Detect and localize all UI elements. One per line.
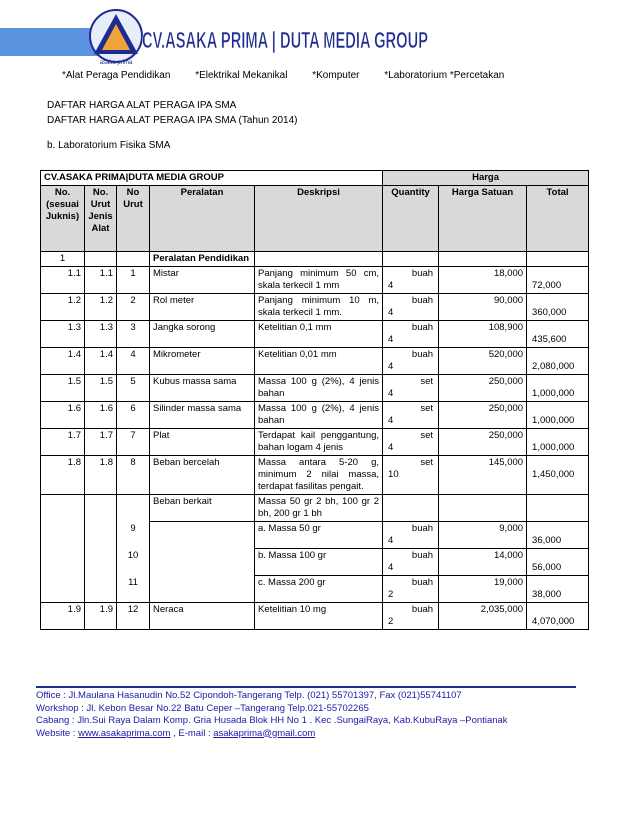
- cell-desc: Massa 50 gr 2 bh, 100 gr 2 bh, 200 gr 1 bh: [255, 495, 383, 522]
- footer: [36, 690, 508, 740]
- table-row: [41, 522, 589, 549]
- cell-no: [41, 576, 85, 603]
- cell-desc: Massa 100 g (2%), 4 jenis bahan: [255, 402, 383, 429]
- footer-cabang: Cabang : Jln.Sui Raya Dalam Komp. Gria Husada Blok HH No 1 . Kec .SungaiRaya, Kab.KubuRaya –Pontianak: [36, 715, 508, 726]
- cell-alat: Silinder massa sama: [150, 402, 255, 429]
- total-value: 1,450,000: [532, 469, 575, 480]
- company-logo: [86, 6, 146, 66]
- cell-jenis: 1.7: [85, 429, 117, 456]
- cell-no: 1.4: [41, 348, 85, 375]
- cell-price: 19,000: [439, 576, 527, 603]
- cell-quantity: [383, 267, 439, 294]
- logo-caption: asaka prima: [99, 60, 133, 66]
- cell-total: [527, 549, 589, 576]
- qty-number: 10: [388, 469, 399, 480]
- cell-urut: 7: [117, 429, 150, 456]
- company-row: CV.ASAKA PRIMA|DUTA MEDIA GROUP: [41, 171, 383, 186]
- cell-urut: 1: [117, 267, 150, 294]
- website-label: Website :: [36, 727, 79, 739]
- cell-quantity: [383, 375, 439, 402]
- cell-urut: 9: [117, 522, 150, 549]
- cell-desc: c. Massa 200 gr: [255, 576, 383, 603]
- cell-quantity: [383, 294, 439, 321]
- table-row: [41, 429, 589, 456]
- cell-price: 18,000: [439, 267, 527, 294]
- col-quantity: Quantity: [383, 186, 439, 252]
- col-urut-jenis: No. Urut Jenis Alat: [85, 186, 117, 252]
- cell-total: [527, 348, 589, 375]
- cell-quantity: [383, 603, 439, 630]
- qty-unit: buah: [411, 523, 434, 534]
- footer-workshop: Workshop : Jl. Kebon Besar No.22 Batu Ceper –Tangerang Telp.021-55702265: [36, 702, 369, 714]
- cell-desc: Panjang minimum 50 cm, skala terkecil 1 mm: [255, 267, 383, 294]
- table-row: [41, 348, 589, 375]
- table-row: [41, 456, 589, 495]
- cell-total: [527, 576, 589, 603]
- qty-unit: buah: [411, 295, 434, 306]
- total-value: 1,000,000: [532, 415, 575, 426]
- cell-alat: [150, 576, 255, 603]
- cell-alat: Kubus massa sama: [150, 375, 255, 402]
- cell-price: 14,000: [439, 549, 527, 576]
- qty-number: 4: [388, 442, 394, 453]
- qty-unit: set: [420, 457, 434, 468]
- cell-total: [527, 402, 589, 429]
- table-row: [41, 402, 589, 429]
- col-total: Total: [527, 186, 589, 252]
- cell-jenis: 1.4: [85, 348, 117, 375]
- cell-desc: b. Massa 100 gr: [255, 549, 383, 576]
- cell-price: 145,000: [439, 456, 527, 495]
- cell-alat: [150, 549, 255, 576]
- footer-rule: [36, 686, 576, 688]
- title-line: DAFTAR HARGA ALAT PERAGA IPA SMA (Tahun 2014): [47, 115, 298, 126]
- cell-price: 250,000: [439, 429, 527, 456]
- total-value: 72,000: [532, 280, 562, 291]
- cell-price: 2,035,000: [439, 603, 527, 630]
- cell-quantity: [383, 402, 439, 429]
- cell-no: 1.3: [41, 321, 85, 348]
- cell-alat: Neraca: [150, 603, 255, 630]
- cell-price: 520,000: [439, 348, 527, 375]
- cell-desc: a. Massa 50 gr: [255, 522, 383, 549]
- cell-desc: Massa antara 5-20 g, minimum 2 nilai massa, terdapat fasilitas pengait.: [255, 456, 383, 495]
- cell-jenis: [85, 549, 117, 576]
- total-value: 360,000: [532, 307, 567, 318]
- cell-desc: Ketelitian 0,01 mm: [255, 348, 383, 375]
- table-row: [41, 375, 589, 402]
- cell-price: 90,000: [439, 294, 527, 321]
- qty-number: 2: [388, 589, 394, 600]
- cell-no: 1.1: [41, 267, 85, 294]
- cell-urut: 10: [117, 549, 150, 576]
- qty-number: 4: [388, 280, 394, 291]
- price-table: [40, 170, 589, 630]
- services-line: [62, 70, 526, 81]
- title-line: DAFTAR HARGA ALAT PERAGA IPA SMA: [47, 100, 237, 111]
- cell-price: 108,900: [439, 321, 527, 348]
- qty-unit: buah: [411, 349, 434, 360]
- website-link[interactable]: www.asakaprima.com: [78, 727, 171, 739]
- cell-alat: Beban berkait: [150, 495, 255, 522]
- service-item: *Elektrikal Mekanikal: [195, 70, 288, 81]
- total-value: 56,000: [532, 562, 562, 573]
- qty-unit: set: [420, 403, 434, 414]
- qty-number: 4: [388, 535, 394, 546]
- service-item: *Alat Peraga Pendidikan: [62, 70, 171, 81]
- cell-no: 1.5: [41, 375, 85, 402]
- cell-urut: 3: [117, 321, 150, 348]
- brand-text: CV.ASAKA PRIMA | DUTA MEDIA GROUP: [142, 27, 428, 53]
- cell-quantity: [383, 456, 439, 495]
- total-value: 1,000,000: [532, 442, 575, 453]
- cell-quantity: [383, 348, 439, 375]
- section-title: b. Laboratorium Fisika SMA: [47, 140, 171, 151]
- cell-desc: Massa 100 g (2%), 4 jenis bahan: [255, 375, 383, 402]
- cell-total: [527, 375, 589, 402]
- cell-alat: Beban bercelah: [150, 456, 255, 495]
- cell-total: [527, 429, 589, 456]
- cell-alat: [150, 522, 255, 549]
- group-row: [41, 252, 589, 267]
- col-no: No. (sesuai Juknis): [41, 186, 85, 252]
- total-value: 1,000,000: [532, 388, 575, 399]
- qty-unit: buah: [411, 550, 434, 561]
- footer-contact: [36, 728, 508, 741]
- cell-quantity: [383, 576, 439, 603]
- cell-quantity: [383, 321, 439, 348]
- table-row: [41, 549, 589, 576]
- cell-urut: 2: [117, 294, 150, 321]
- cell-total: [527, 321, 589, 348]
- cell-alat: Mistar: [150, 267, 255, 294]
- qty-unit: buah: [411, 268, 434, 279]
- qty-number: 4: [388, 562, 394, 573]
- cell-no: 1.2: [41, 294, 85, 321]
- col-peralatan: Peralatan: [150, 186, 255, 252]
- cell-price: 250,000: [439, 375, 527, 402]
- cell-no: 1.9: [41, 603, 85, 630]
- qty-number: 4: [388, 388, 394, 399]
- cell-total: [527, 267, 589, 294]
- cell-quantity: [383, 549, 439, 576]
- cell-price: 9,000: [439, 522, 527, 549]
- email-label: , E-mail :: [170, 727, 214, 739]
- harga-header: Harga: [383, 171, 589, 186]
- table-row: [41, 321, 589, 348]
- cell-urut: 5: [117, 375, 150, 402]
- cell-jenis: 1.9: [85, 603, 117, 630]
- cell-no: [41, 549, 85, 576]
- table-row: [41, 603, 589, 630]
- service-item: *Laboratorium *Percetakan: [384, 70, 505, 81]
- cell-jenis: 1.6: [85, 402, 117, 429]
- cell-desc: Ketelitian 10 mg: [255, 603, 383, 630]
- total-value: 2,080,000: [532, 361, 575, 372]
- cell-no: 1.6: [41, 402, 85, 429]
- cell-alat: Plat: [150, 429, 255, 456]
- qty-number: 4: [388, 307, 394, 318]
- cell-desc: Terdapat kail penggantung, bahan logam 4 jenis: [255, 429, 383, 456]
- cell-total: [527, 522, 589, 549]
- cell-urut: 8: [117, 456, 150, 495]
- cell-alat: Rol meter: [150, 294, 255, 321]
- qty-unit: buah: [411, 604, 434, 615]
- brand-wordmark: [140, 18, 430, 58]
- service-item: *Komputer: [312, 70, 360, 81]
- qty-number: 2: [388, 616, 394, 627]
- cell-jenis: 1.5: [85, 375, 117, 402]
- group-no: 1: [41, 252, 85, 267]
- qty-number: 4: [388, 361, 394, 372]
- cell-jenis: [85, 522, 117, 549]
- cell-urut: 6: [117, 402, 150, 429]
- cell-no: 1.8: [41, 456, 85, 495]
- cell-jenis: 1.1: [85, 267, 117, 294]
- qty-unit: set: [420, 430, 434, 441]
- cell-jenis: 1.2: [85, 294, 117, 321]
- letterhead: [0, 0, 638, 81]
- col-deskripsi: Deskripsi: [255, 186, 383, 252]
- cell-jenis: 1.8: [85, 456, 117, 495]
- cell-total: [527, 603, 589, 630]
- cell-alat: Jangka sorong: [150, 321, 255, 348]
- cell-desc: Ketelitian 0,1 mm: [255, 321, 383, 348]
- total-value: 38,000: [532, 589, 562, 600]
- cell-alat: Mikrometer: [150, 348, 255, 375]
- total-value: 36,000: [532, 535, 562, 546]
- total-value: 4,070,000: [532, 616, 575, 627]
- email-link[interactable]: asakaprima@gmail.com: [213, 727, 316, 739]
- table-row: [41, 267, 589, 294]
- qty-number: 4: [388, 334, 394, 345]
- footer-office: Office : Jl.Maulana Hasanudin No.52 Cipondoh-Tangerang Telp. (021) 55701397, Fax (021)55741107: [36, 690, 462, 701]
- total-value: 435,600: [532, 334, 567, 345]
- cell-urut: 11: [117, 576, 150, 603]
- table-row: [41, 495, 589, 522]
- cell-jenis: 1.3: [85, 321, 117, 348]
- cell-total: [527, 294, 589, 321]
- qty-unit: buah: [411, 322, 434, 333]
- cell-quantity: [383, 429, 439, 456]
- table-row: [41, 294, 589, 321]
- cell-total: [527, 456, 589, 495]
- cell-no: 1.7: [41, 429, 85, 456]
- col-no-urut: No Urut: [117, 186, 150, 252]
- document-titles: [47, 98, 297, 153]
- qty-unit: set: [420, 376, 434, 387]
- col-harga-satuan: Harga Satuan: [439, 186, 527, 252]
- cell-jenis: [85, 576, 117, 603]
- table-row: [41, 576, 589, 603]
- cell-urut: 4: [117, 348, 150, 375]
- cell-urut: 12: [117, 603, 150, 630]
- group-name: Peralatan Pendidikan: [150, 252, 255, 267]
- qty-number: 4: [388, 415, 394, 426]
- qty-unit: buah: [411, 577, 434, 588]
- cell-desc: Panjang minimum 10 m, skala terkecil 1 mm.: [255, 294, 383, 321]
- cell-no: [41, 522, 85, 549]
- cell-quantity: [383, 522, 439, 549]
- cell-price: 250,000: [439, 402, 527, 429]
